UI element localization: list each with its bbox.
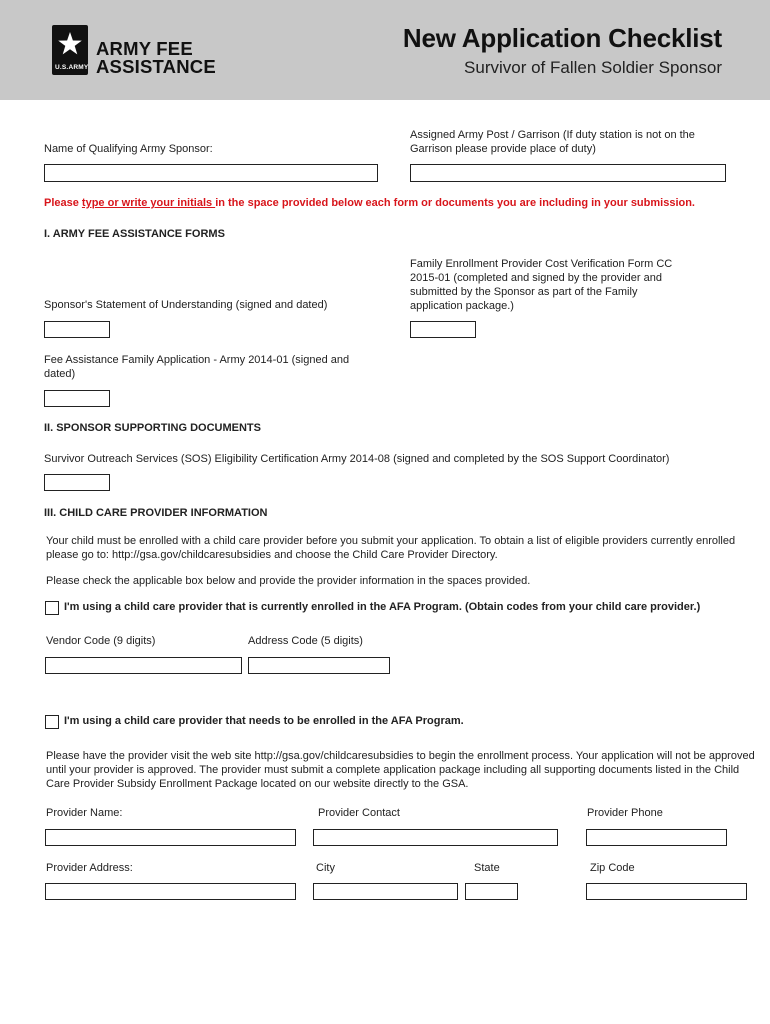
sponsor-post-label: Assigned Army Post / Garrison (If duty station is not on the Garrison please provide place of duty) xyxy=(410,129,695,155)
sponsor-post-field[interactable] xyxy=(410,164,726,182)
provider-website-paragraph: Please have the provider visit the web site http://gsa.gov/childcaresubsidies to begin the enrollment process. Your application will not be approved until your provider is approved. The provider must submit a complete application package including all supporting documents listed in the Child Care Provider Subsidy Enrollment Package located on our website directly to the GSA. xyxy=(46,750,755,790)
city-label: City xyxy=(316,862,335,874)
form-statement-of-understanding: Sponsor's Statement of Understanding (signed and dated) xyxy=(44,299,328,311)
page-header xyxy=(0,0,770,100)
section-3-heading: III. CHILD CARE PROVIDER INFORMATION xyxy=(44,507,268,519)
section-1-heading: I. ARMY FEE ASSISTANCE FORMS xyxy=(44,228,225,240)
initials-box-family-application[interactable] xyxy=(44,390,110,407)
new-provider-checkbox[interactable] xyxy=(45,715,59,729)
address-code-field[interactable] xyxy=(248,657,390,674)
provider-enrollment-paragraph: Your child must be enrolled with a child care provider before you submit your application. To obtain a list of eligible providers currently enrolled please go to: http://gsa.gov/childcaresubsidies and choose the Child Care Provider Directory. xyxy=(46,535,736,561)
vendor-code-field[interactable] xyxy=(45,657,242,674)
provider-name-label: Provider Name: xyxy=(46,807,123,819)
state-label: State xyxy=(474,862,500,874)
provider-contact-field[interactable] xyxy=(313,829,558,846)
provider-check-instruction: Please check the applicable box below and provide the provider information in the spaces provided. xyxy=(46,575,531,587)
provider-address-field[interactable] xyxy=(45,883,296,900)
initials-box-statement[interactable] xyxy=(44,321,110,338)
provider-phone-label: Provider Phone xyxy=(587,807,663,819)
form-sos-certification: Survivor Outreach Services (SOS) Eligibility Certification Army 2014-08 (signed and completed by the SOS Support Coordinator) xyxy=(44,453,670,465)
city-field[interactable] xyxy=(313,883,458,900)
section-2-heading: II. SPONSOR SUPPORTING DOCUMENTS xyxy=(44,422,261,434)
page-subtitle: Survivor of Fallen Soldier Sponsor xyxy=(464,58,722,77)
logo-line-1: ARMY FEE xyxy=(96,38,193,59)
provider-address-label: Provider Address: xyxy=(46,862,133,874)
logo-wordmark xyxy=(96,40,216,76)
vendor-code-label: Vendor Code (9 digits) xyxy=(46,635,156,647)
enrolled-provider-option: I'm using a child care provider that is currently enrolled in the AFA Program. (Obtain codes from your child care provider.) xyxy=(64,601,701,613)
sponsor-name-field[interactable] xyxy=(44,164,378,182)
address-code-label: Address Code (5 digits) xyxy=(248,635,363,647)
initials-box-sos-certification[interactable] xyxy=(44,474,110,491)
initials-box-cost-verification[interactable] xyxy=(410,321,476,338)
zip-code-field[interactable] xyxy=(586,883,747,900)
state-field[interactable] xyxy=(465,883,518,900)
logo-badge-text: U.S.ARMY xyxy=(55,64,89,71)
provider-contact-label: Provider Contact xyxy=(318,807,400,819)
sponsor-name-label: Name of Qualifying Army Sponsor: xyxy=(44,143,213,155)
initials-instruction: Please type or write your initials in the space provided below each form or documents you are including in your submission. xyxy=(44,197,695,209)
form-cost-verification: Family Enrollment Provider Cost Verification Form CC 2015-01 (completed and signed by the provider and submitted by the Sponsor as part of the Family application package.) xyxy=(410,258,673,312)
star-icon xyxy=(56,29,84,61)
enrolled-provider-checkbox[interactable] xyxy=(45,601,59,615)
new-provider-option: I'm using a child care provider that needs to be enrolled in the AFA Program. xyxy=(64,715,464,727)
zip-code-label: Zip Code xyxy=(590,862,635,874)
page-title: New Application Checklist xyxy=(402,23,722,53)
provider-phone-field[interactable] xyxy=(586,829,727,846)
logo-line-2: ASSISTANCE xyxy=(96,56,216,77)
provider-name-field[interactable] xyxy=(45,829,296,846)
army-star-logo xyxy=(52,25,88,75)
form-family-application: Fee Assistance Family Application - Army 2014-01 (signed and dated) xyxy=(44,354,350,380)
